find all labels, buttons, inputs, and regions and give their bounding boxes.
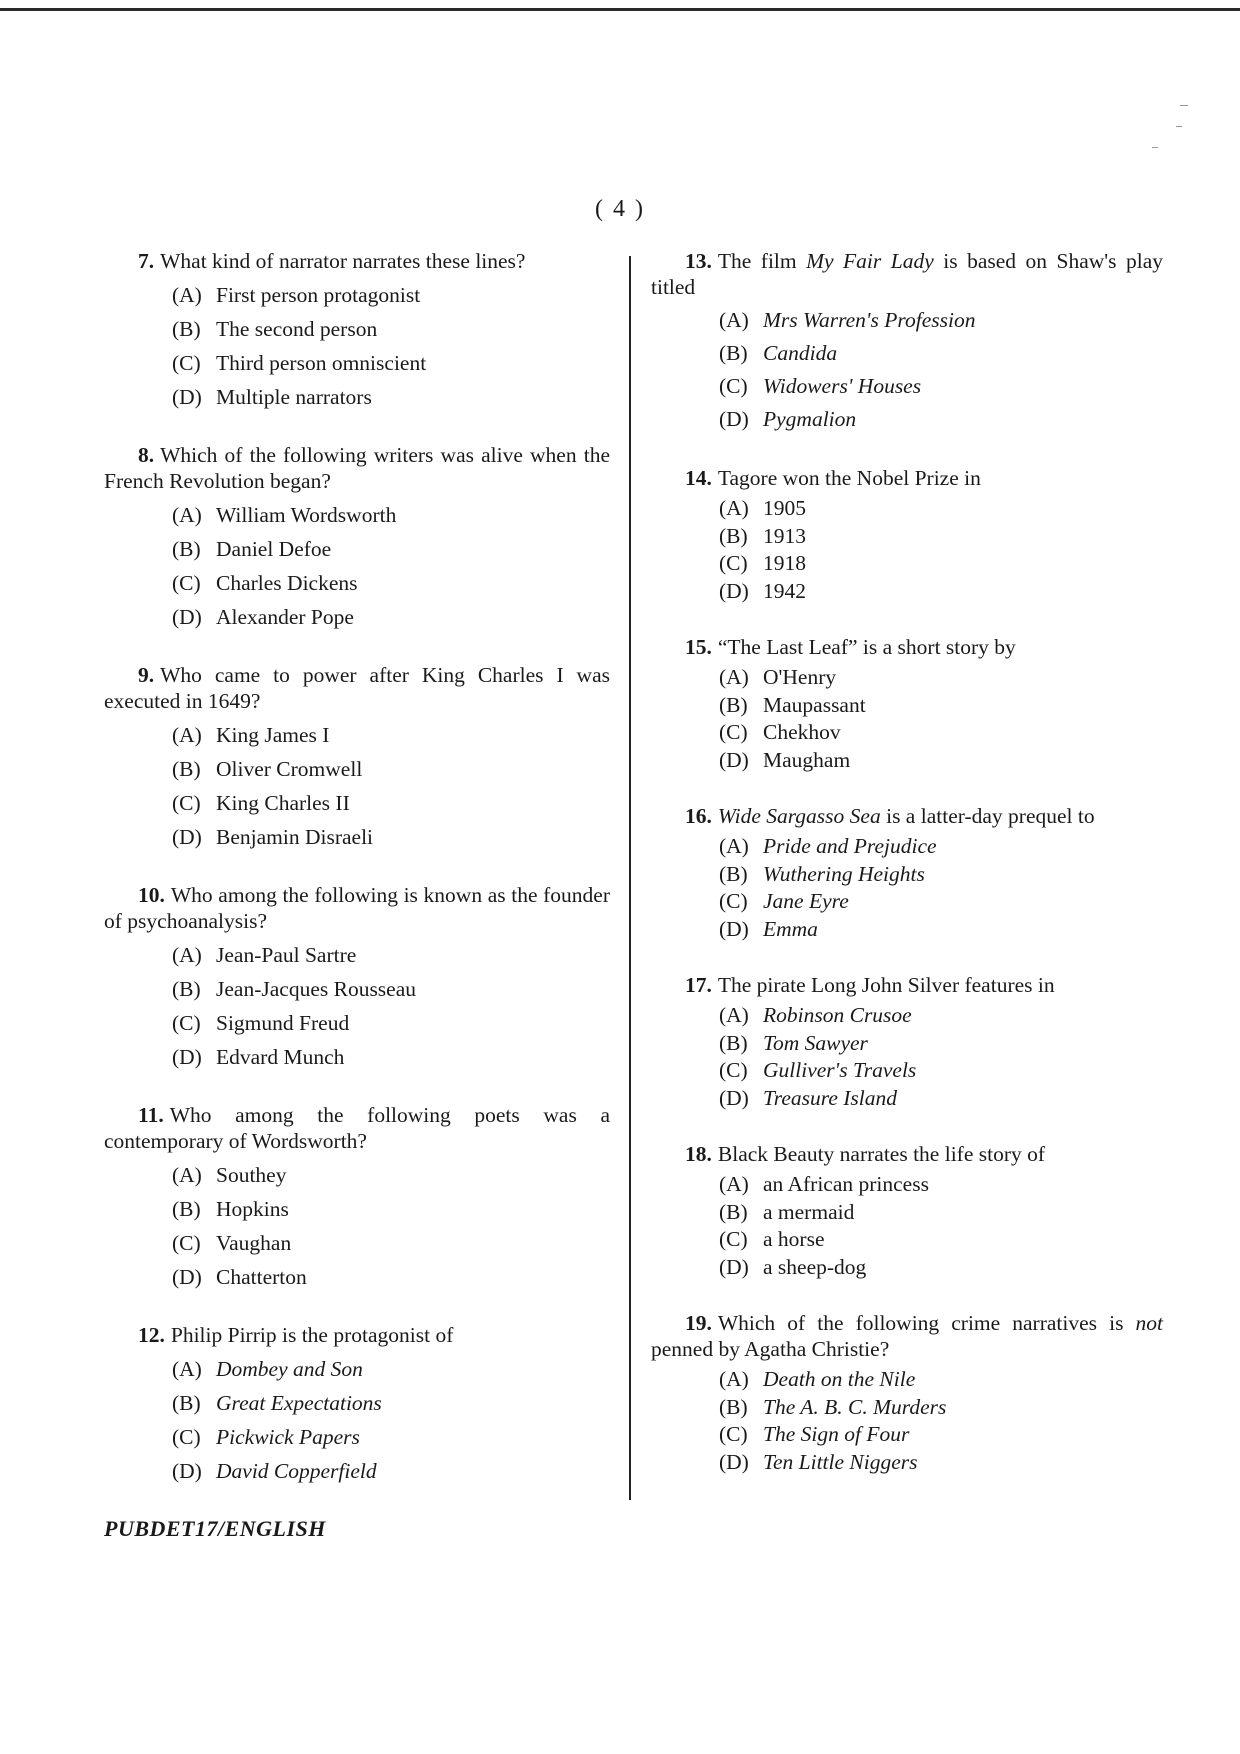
option-text: Mrs Warren's Profession: [763, 308, 976, 332]
option-c: [719, 1226, 1163, 1254]
question-text: Which of the following writers was alive when the French Revolution began?: [104, 443, 610, 493]
question-stem: [651, 465, 1163, 491]
option-letter: (C): [719, 1058, 748, 1082]
question-number: 14.: [685, 466, 712, 490]
option-d: [172, 380, 610, 414]
question-number: 7.: [138, 249, 155, 273]
option-letter: (C): [172, 1011, 201, 1035]
option-b: [172, 972, 610, 1006]
question-text: Who came to power after King Charles I was executed in 1649?: [104, 663, 610, 713]
option-b: [719, 523, 1163, 551]
option-letter: (C): [172, 1425, 201, 1449]
option-a: [719, 1366, 1163, 1394]
option-text: 1918: [763, 551, 806, 575]
option-text: 1913: [763, 523, 806, 548]
option-letter: (B): [172, 317, 201, 341]
question-text: The pirate Long John Silver features in: [717, 973, 1055, 997]
option-text: Sigmund Freud: [216, 1011, 350, 1035]
question-text: Tagore won the Nobel Prize in: [717, 466, 981, 490]
option-c: [719, 550, 1163, 578]
option-text: Robinson Crusoe: [763, 1003, 912, 1027]
left-column: [104, 248, 610, 1516]
option-letter: (D): [719, 916, 749, 941]
option-letter: (B): [172, 757, 201, 781]
column-divider: [629, 256, 631, 1500]
option-text: O'Henry: [763, 665, 837, 689]
option-text: Benjamin Disraeli: [216, 825, 374, 849]
option-letter: (B): [719, 523, 748, 548]
question-9: [104, 662, 610, 854]
option-text: King Charles II: [216, 791, 350, 815]
option-text: Pickwick Papers: [216, 1425, 360, 1449]
option-list: [651, 304, 1163, 436]
option-letter: (A): [719, 308, 749, 332]
option-letter: (D): [172, 605, 202, 629]
question-11: [104, 1102, 610, 1294]
question-stem: [104, 248, 610, 274]
option-letter: (A): [719, 1003, 749, 1027]
question-number: 8.: [138, 443, 155, 467]
option-b: [172, 312, 610, 346]
option-letter: (B): [719, 341, 748, 365]
option-letter: (D): [172, 1459, 202, 1483]
option-letter: (B): [719, 692, 748, 717]
question-number: 19.: [685, 1311, 712, 1335]
option-a: [172, 718, 610, 752]
option-list: [104, 1352, 610, 1488]
option-b: [719, 1199, 1163, 1227]
question-stem: [651, 634, 1163, 660]
option-text: a mermaid: [763, 1199, 855, 1224]
option-text: Gulliver's Travels: [763, 1058, 917, 1082]
question-text: Which of the following crime narratives is: [717, 1311, 1136, 1335]
question-14: [651, 465, 1163, 605]
option-letter: (D): [719, 1085, 749, 1110]
option-letter: (C): [172, 351, 201, 375]
option-text: Dombey and Son: [216, 1357, 363, 1381]
option-b: [719, 1394, 1163, 1422]
question-text: Who among the following is known as the founder of psychoanalysis?: [104, 883, 610, 933]
option-list: [104, 938, 610, 1074]
option-letter: (B): [719, 1394, 748, 1419]
option-letter: (D): [719, 407, 749, 431]
option-a: [719, 833, 1163, 861]
option-a: [719, 664, 1163, 692]
option-letter: (B): [719, 1030, 748, 1055]
option-text: Multiple narrators: [216, 385, 372, 409]
option-letter: (C): [172, 571, 201, 595]
option-letter: (C): [719, 1227, 748, 1251]
option-text: a horse: [763, 1227, 825, 1251]
option-letter: (A): [719, 496, 749, 520]
option-letter: (B): [172, 537, 201, 561]
option-text: The second person: [216, 317, 378, 341]
option-d: [172, 1454, 610, 1488]
option-text: Jean-Paul Sartre: [216, 943, 357, 967]
option-b: [172, 1386, 610, 1420]
question-text: The film: [717, 249, 807, 273]
option-a: [172, 1158, 610, 1192]
option-d: [172, 1260, 610, 1294]
option-text: Ten Little Niggers: [763, 1449, 918, 1474]
question-text: What kind of narrator narrates these lines?: [160, 249, 526, 273]
option-letter: (C): [719, 720, 748, 744]
top-rule: [0, 8, 1240, 11]
option-letter: (A): [719, 1172, 749, 1196]
question-number: 9.: [138, 663, 155, 687]
option-letter: (A): [172, 1163, 202, 1187]
question-text: penned by Agatha Christie?: [651, 1337, 890, 1361]
option-text: Oliver Cromwell: [216, 757, 363, 781]
option-list: [104, 1158, 610, 1294]
question-text: Who among the following poets was a contemporary of Wordsworth?: [104, 1103, 610, 1153]
option-text: Chekhov: [763, 720, 841, 744]
option-a: [172, 938, 610, 972]
option-letter: (B): [172, 977, 201, 1001]
question-number: 17.: [685, 973, 712, 997]
question-17: [651, 972, 1163, 1112]
right-column: [651, 248, 1163, 1505]
question-text-italic: not: [1135, 1311, 1163, 1335]
option-letter: (D): [172, 825, 202, 849]
option-letter: (A): [719, 665, 749, 689]
question-stem: [104, 1102, 610, 1154]
option-b: [719, 861, 1163, 889]
option-text: Jane Eyre: [763, 889, 849, 913]
question-18: [651, 1141, 1163, 1281]
option-b: [719, 337, 1163, 370]
question-15: [651, 634, 1163, 774]
option-text: Jean-Jacques Rousseau: [216, 977, 417, 1001]
question-text-italic: My Fair Lady: [806, 249, 934, 273]
option-letter: (A): [719, 834, 749, 858]
option-letter: (C): [719, 551, 748, 575]
option-list: [651, 833, 1163, 943]
option-list: [651, 1366, 1163, 1476]
option-text: Treasure Island: [763, 1085, 897, 1110]
question-stem: [651, 1310, 1163, 1362]
option-text: 1905: [763, 496, 806, 520]
option-c: [172, 1226, 610, 1260]
option-text: 1942: [763, 578, 806, 603]
option-text: Pride and Prejudice: [763, 834, 937, 858]
question-7: [104, 248, 610, 414]
option-a: [172, 278, 610, 312]
option-text: Daniel Defoe: [216, 537, 332, 561]
option-letter: (D): [719, 747, 749, 772]
question-number: 11.: [138, 1103, 164, 1127]
option-letter: (D): [172, 1045, 202, 1069]
question-number: 12.: [138, 1323, 165, 1347]
scan-mark: [1180, 105, 1188, 106]
question-stem: [651, 972, 1163, 998]
option-letter: (B): [719, 1199, 748, 1224]
option-b: [172, 1192, 610, 1226]
option-c: [172, 346, 610, 380]
option-a: [719, 1002, 1163, 1030]
question-number: 10.: [138, 883, 165, 907]
option-text: Maugham: [763, 747, 851, 772]
option-c: [172, 566, 610, 600]
option-letter: (D): [719, 1254, 749, 1279]
page-number: ( 4 ): [595, 196, 645, 222]
question-stem: [104, 1322, 610, 1348]
question-number: 18.: [685, 1142, 712, 1166]
option-text: First person protagonist: [216, 283, 421, 307]
option-list: [651, 1002, 1163, 1112]
option-letter: (A): [719, 1367, 749, 1391]
option-letter: (C): [172, 791, 201, 815]
question-13: [651, 248, 1163, 436]
option-d: [172, 600, 610, 634]
option-b: [172, 752, 610, 786]
question-text: “The Last Leaf” is a short story by: [717, 635, 1016, 659]
option-a: [172, 498, 610, 532]
option-text: Tom Sawyer: [763, 1030, 868, 1055]
question-number: 13.: [685, 249, 712, 273]
question-stem: [651, 248, 1163, 300]
option-text: Emma: [763, 916, 818, 941]
option-text: Vaughan: [216, 1231, 292, 1255]
option-text: Candida: [763, 341, 838, 365]
option-text: Hopkins: [216, 1197, 289, 1221]
option-d: [719, 1449, 1163, 1477]
question-16: [651, 803, 1163, 943]
option-letter: (D): [719, 1449, 749, 1474]
option-text: Chatterton: [216, 1265, 307, 1289]
option-text: Third person omniscient: [216, 351, 427, 375]
option-c: [719, 370, 1163, 403]
option-b: [719, 692, 1163, 720]
option-d: [719, 1085, 1163, 1113]
option-a: [719, 304, 1163, 337]
option-d: [719, 747, 1163, 775]
option-text: Alexander Pope: [216, 605, 354, 629]
question-12: [104, 1322, 610, 1488]
option-d: [719, 916, 1163, 944]
option-letter: (C): [719, 374, 748, 398]
option-text: Widowers' Houses: [763, 374, 922, 398]
scan-mark: [1152, 147, 1158, 148]
option-text: Maupassant: [763, 692, 866, 717]
question-stem: [651, 1141, 1163, 1167]
option-text: King James I: [216, 723, 330, 747]
option-text: Edvard Munch: [216, 1045, 345, 1069]
option-list: [104, 278, 610, 414]
question-8: [104, 442, 610, 634]
option-list: [651, 495, 1163, 605]
option-letter: (A): [172, 503, 202, 527]
option-text: David Copperfield: [216, 1459, 377, 1483]
question-number: 15.: [685, 635, 712, 659]
option-text: an African princess: [763, 1172, 929, 1196]
option-letter: (B): [719, 861, 748, 886]
option-a: [172, 1352, 610, 1386]
option-a: [719, 495, 1163, 523]
option-letter: (D): [719, 578, 749, 603]
option-list: [651, 1171, 1163, 1281]
option-b: [172, 532, 610, 566]
option-c: [172, 786, 610, 820]
option-text: Death on the Nile: [763, 1367, 916, 1391]
option-letter: (A): [172, 283, 202, 307]
option-d: [719, 403, 1163, 436]
option-text: The Sign of Four: [763, 1422, 910, 1446]
footer-code: PUBDET17/ENGLISH: [104, 1516, 326, 1541]
option-c: [172, 1006, 610, 1040]
option-a: [719, 1171, 1163, 1199]
question-stem: [104, 442, 610, 494]
question-text: is based on Shaw's play titled: [651, 249, 1164, 299]
option-c: [172, 1420, 610, 1454]
scan-mark: [1176, 126, 1182, 127]
option-list: [104, 498, 610, 634]
question-text: Philip Pirrip is the protagonist of: [170, 1323, 454, 1347]
question-10: [104, 882, 610, 1074]
option-text: Great Expectations: [216, 1391, 382, 1415]
option-c: [719, 1057, 1163, 1085]
option-text: The A. B. C. Murders: [763, 1394, 947, 1419]
option-letter: (A): [172, 943, 202, 967]
question-number: 16.: [685, 804, 712, 828]
option-letter: (A): [172, 1357, 202, 1381]
option-c: [719, 719, 1163, 747]
question-19: [651, 1310, 1163, 1476]
option-d: [719, 1254, 1163, 1282]
option-letter: (C): [719, 889, 748, 913]
option-letter: (A): [172, 723, 202, 747]
option-text: Charles Dickens: [216, 571, 358, 595]
option-text: a sheep-dog: [763, 1254, 867, 1279]
option-letter: (B): [172, 1197, 201, 1221]
option-text: Pygmalion: [763, 407, 857, 431]
question-text: is a latter-day prequel to: [880, 804, 1095, 828]
option-letter: (C): [172, 1231, 201, 1255]
option-text: Wuthering Heights: [763, 861, 925, 886]
option-b: [719, 1030, 1163, 1058]
question-stem: [651, 803, 1163, 829]
option-letter: (C): [719, 1422, 748, 1446]
option-c: [719, 888, 1163, 916]
option-d: [719, 578, 1163, 606]
question-text-italic: Wide Sargasso Sea: [717, 804, 881, 828]
option-text: Southey: [216, 1163, 287, 1187]
option-d: [172, 1040, 610, 1074]
option-letter: (D): [172, 385, 202, 409]
option-d: [172, 820, 610, 854]
option-letter: (D): [172, 1265, 202, 1289]
option-c: [719, 1421, 1163, 1449]
question-stem: [104, 662, 610, 714]
question-stem: [104, 882, 610, 934]
option-list: [104, 718, 610, 854]
question-text: Black Beauty narrates the life story of: [717, 1142, 1046, 1166]
option-text: William Wordsworth: [216, 503, 397, 527]
option-list: [651, 664, 1163, 774]
option-letter: (B): [172, 1391, 201, 1415]
